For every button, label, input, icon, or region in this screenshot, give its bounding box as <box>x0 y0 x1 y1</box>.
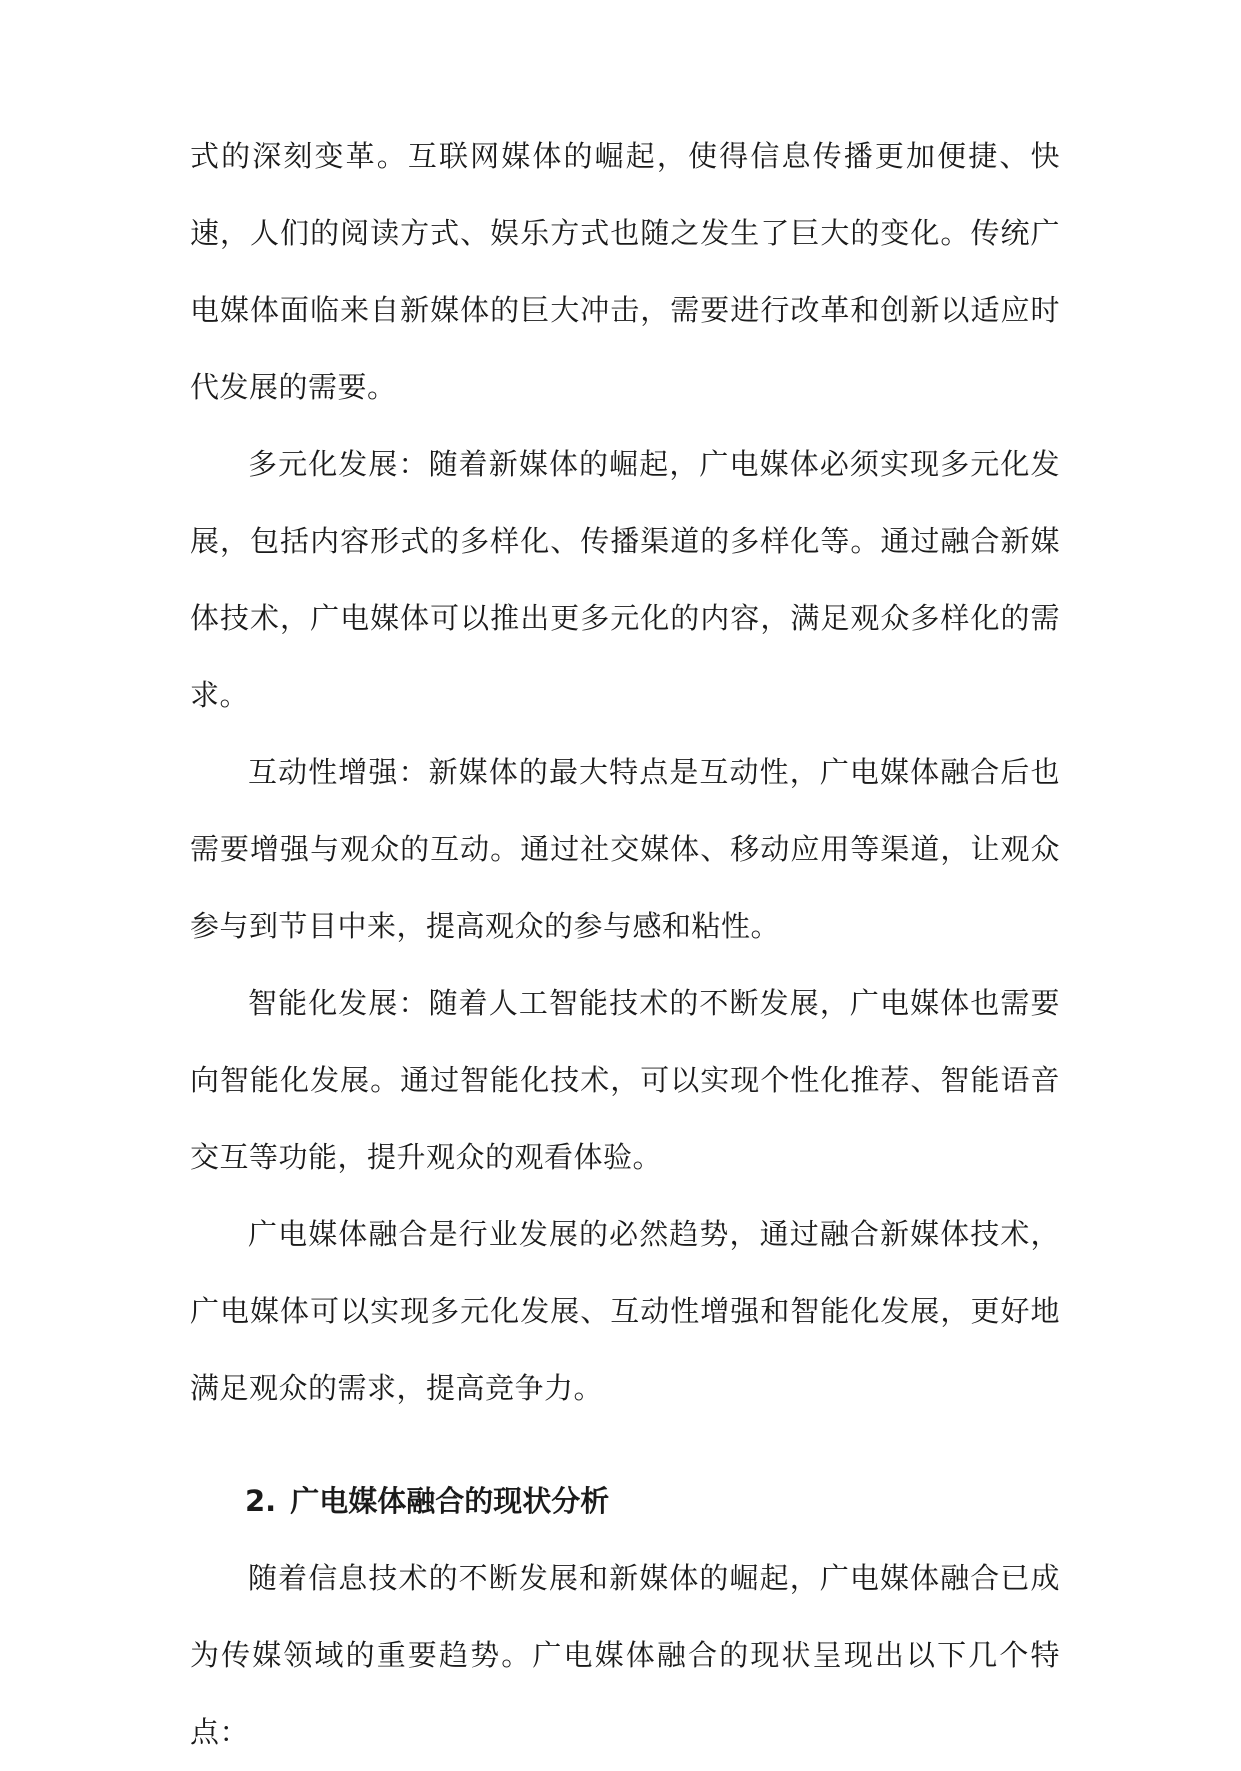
paragraph-enhanced-interactivity: 互动性增强：新媒体的最大特点是互动性，广电媒体融合后也需要增强与观众的互动。通过社交媒体、移动应用等渠道，让观众参与到节目中来，提高观众的参与感和粘性。 <box>190 755 1060 943</box>
section-number: 2. <box>245 1484 277 1518</box>
paragraph-continuation: 式的深刻变革。互联网媒体的崛起，使得信息传播更加便捷、快速，人们的阅读方式、娱乐方式也随之发生了巨大的变化。传统广电媒体面临来自新媒体的巨大冲击，需要进行改革和创新以适应时代发展的需要。 <box>190 139 1060 404</box>
document-page <box>190 118 1060 1771</box>
paragraph-diversified-development: 多元化发展：随着新媒体的崛起，广电媒体必须实现多元化发展，包括内容形式的多样化、传播渠道的多样化等。通过融合新媒体技术，广电媒体可以推出更多元化的内容，满足观众多样化的需求。 <box>190 447 1060 712</box>
paragraph-intelligent-development: 智能化发展：随着人工智能技术的不断发展，广电媒体也需要向智能化发展。通过智能化技术，可以实现个性化推荐、智能语音交互等功能，提升观众的观看体验。 <box>190 986 1060 1174</box>
section-heading <box>190 1463 1060 1540</box>
paragraph-status-intro: 随着信息技术的不断发展和新媒体的崛起，广电媒体融合已成为传媒领域的重要趋势。广电媒体融合的现状呈现出以下几个特点： <box>190 1561 1060 1749</box>
paragraph-conclusion: 广电媒体融合是行业发展的必然趋势，通过融合新媒体技术，广电媒体可以实现多元化发展、互动性增强和智能化发展，更好地满足观众的需求，提高竞争力。 <box>190 1217 1060 1405</box>
section-title: 广电媒体融合的现状分析 <box>290 1484 610 1518</box>
